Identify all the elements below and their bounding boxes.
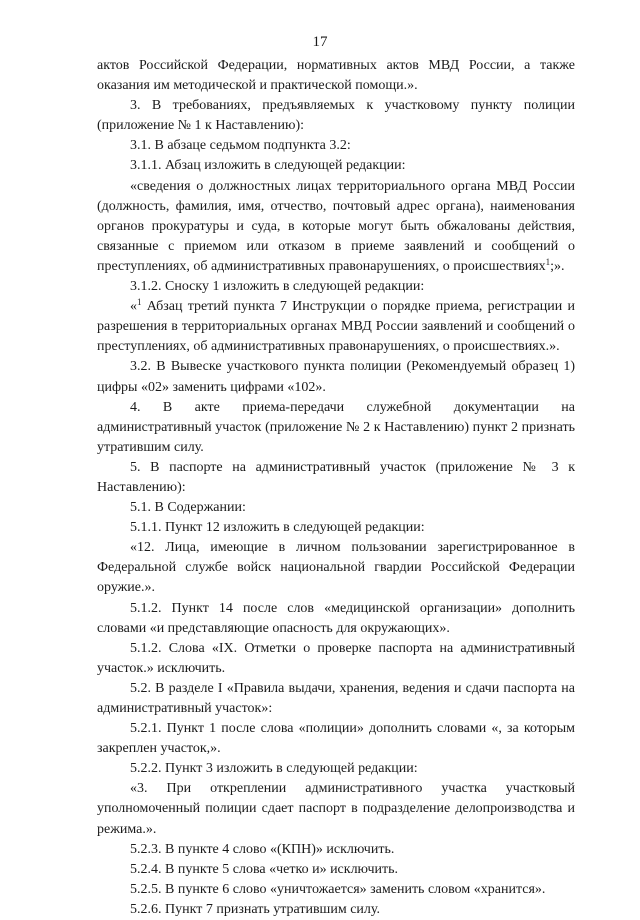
paragraph-1: актов Российской Федерации, нормативных актов МВД России, а также оказания им методической и практической помощи.». bbox=[97, 58, 575, 94]
paragraph-2: 3. В требованиях, предъявляемых к участковому пункту полиции (приложение № 1 к Наставлению): bbox=[97, 98, 575, 134]
paragraph-6: 3.1.2. Сноску 1 изложить в следующей редакции: bbox=[130, 279, 425, 295]
paragraph-19: «3. При откреплении административного участка участковый уполномоченный полиции сдает паспорт в подразделение делопроизводства и режима.». bbox=[97, 781, 575, 837]
footnote-marker: 1 bbox=[137, 297, 142, 308]
paragraph-8: 3.2. В Вывеске участкового пункта полиции (Рекомендуемый образец 1) цифры «02» заменить цифрами «102». bbox=[97, 359, 575, 395]
paragraph-23: 5.2.6. Пункт 7 признать утратившим силу. bbox=[130, 901, 380, 917]
paragraph-7: «$^1$ Абзац третий пункта 7 Инструкции о порядке приема, регистрации и разрешения в территориальных органах МВД России заявлений и сообщений о преступлениях, об административных правонарушениях, о происшествиях.». bbox=[97, 297, 575, 355]
paragraph-17: 5.2.1. Пункт 1 после слова «полиции» дополнить словами «, за которым закреплен участок,». bbox=[97, 721, 575, 757]
footnote-marker: 1 bbox=[545, 256, 551, 267]
paragraph-13: «12. Лица, имеющие в личном пользовании зарегистрированное в Федеральной службе войск национальной гвардии Российской Федерации оружие.». bbox=[97, 540, 575, 596]
paragraph-20: 5.2.3. В пункте 4 слово «(КПН)» исключить. bbox=[130, 841, 395, 857]
paragraph-10: 5. В паспорте на административный участок (приложение № 3 к Наставлению): bbox=[97, 459, 575, 495]
paragraph-21: 5.2.4. В пункте 5 слова «четко и» исключить. bbox=[130, 861, 399, 877]
paragraph-14: 5.1.2. Пункт 14 после слов «медицинской организации» дополнить словами «и представляющие опасность для окружающих». bbox=[97, 600, 575, 636]
paragraph-12: 5.1.1. Пункт 12 изложить в следующей редакции: bbox=[130, 520, 425, 536]
paragraph-5: «сведения о должностных лицах территориального органа МВД России (должность, фамилия, имя, отчество, почтовый адрес органа), наименования органов прокуратуры и суда, в которые могут быть обжалованы действия, связанные с приемом или отказом в приеме заявлений и сообщений о преступлениях, об административных правонарушениях, о происшествиях$^1$;». bbox=[97, 178, 575, 274]
paragraph-3: 3.1. В абзаце седьмом подпункта 3.2: bbox=[130, 138, 351, 154]
paragraph-16: 5.2. В разделе I «Правила выдачи, хранения, ведения и сдачи паспорта на административный участок»: bbox=[97, 680, 575, 716]
paragraph-4: 3.1.1. Абзац изложить в следующей редакции: bbox=[130, 158, 406, 174]
paragraph-22: 5.2.5. В пункте 6 слово «уничтожается» заменить словом «хранится». bbox=[130, 881, 546, 897]
paragraph-18: 5.2.2. Пункт 3 изложить в следующей редакции: bbox=[130, 761, 418, 777]
paragraph-9: 4. В акте приема-передачи служебной документации на административный участок (приложение № 2 к Наставлению) пункт 2 признать утратившим силу. bbox=[97, 399, 575, 455]
page-number: 17 bbox=[312, 34, 328, 50]
document-body bbox=[97, 56, 575, 920]
paragraph-11: 5.1. В Содержании: bbox=[130, 500, 246, 516]
paragraph-15: 5.1.2. Слова «IX. Отметки о проверке паспорта на административный участок.» исключить. bbox=[97, 640, 575, 676]
